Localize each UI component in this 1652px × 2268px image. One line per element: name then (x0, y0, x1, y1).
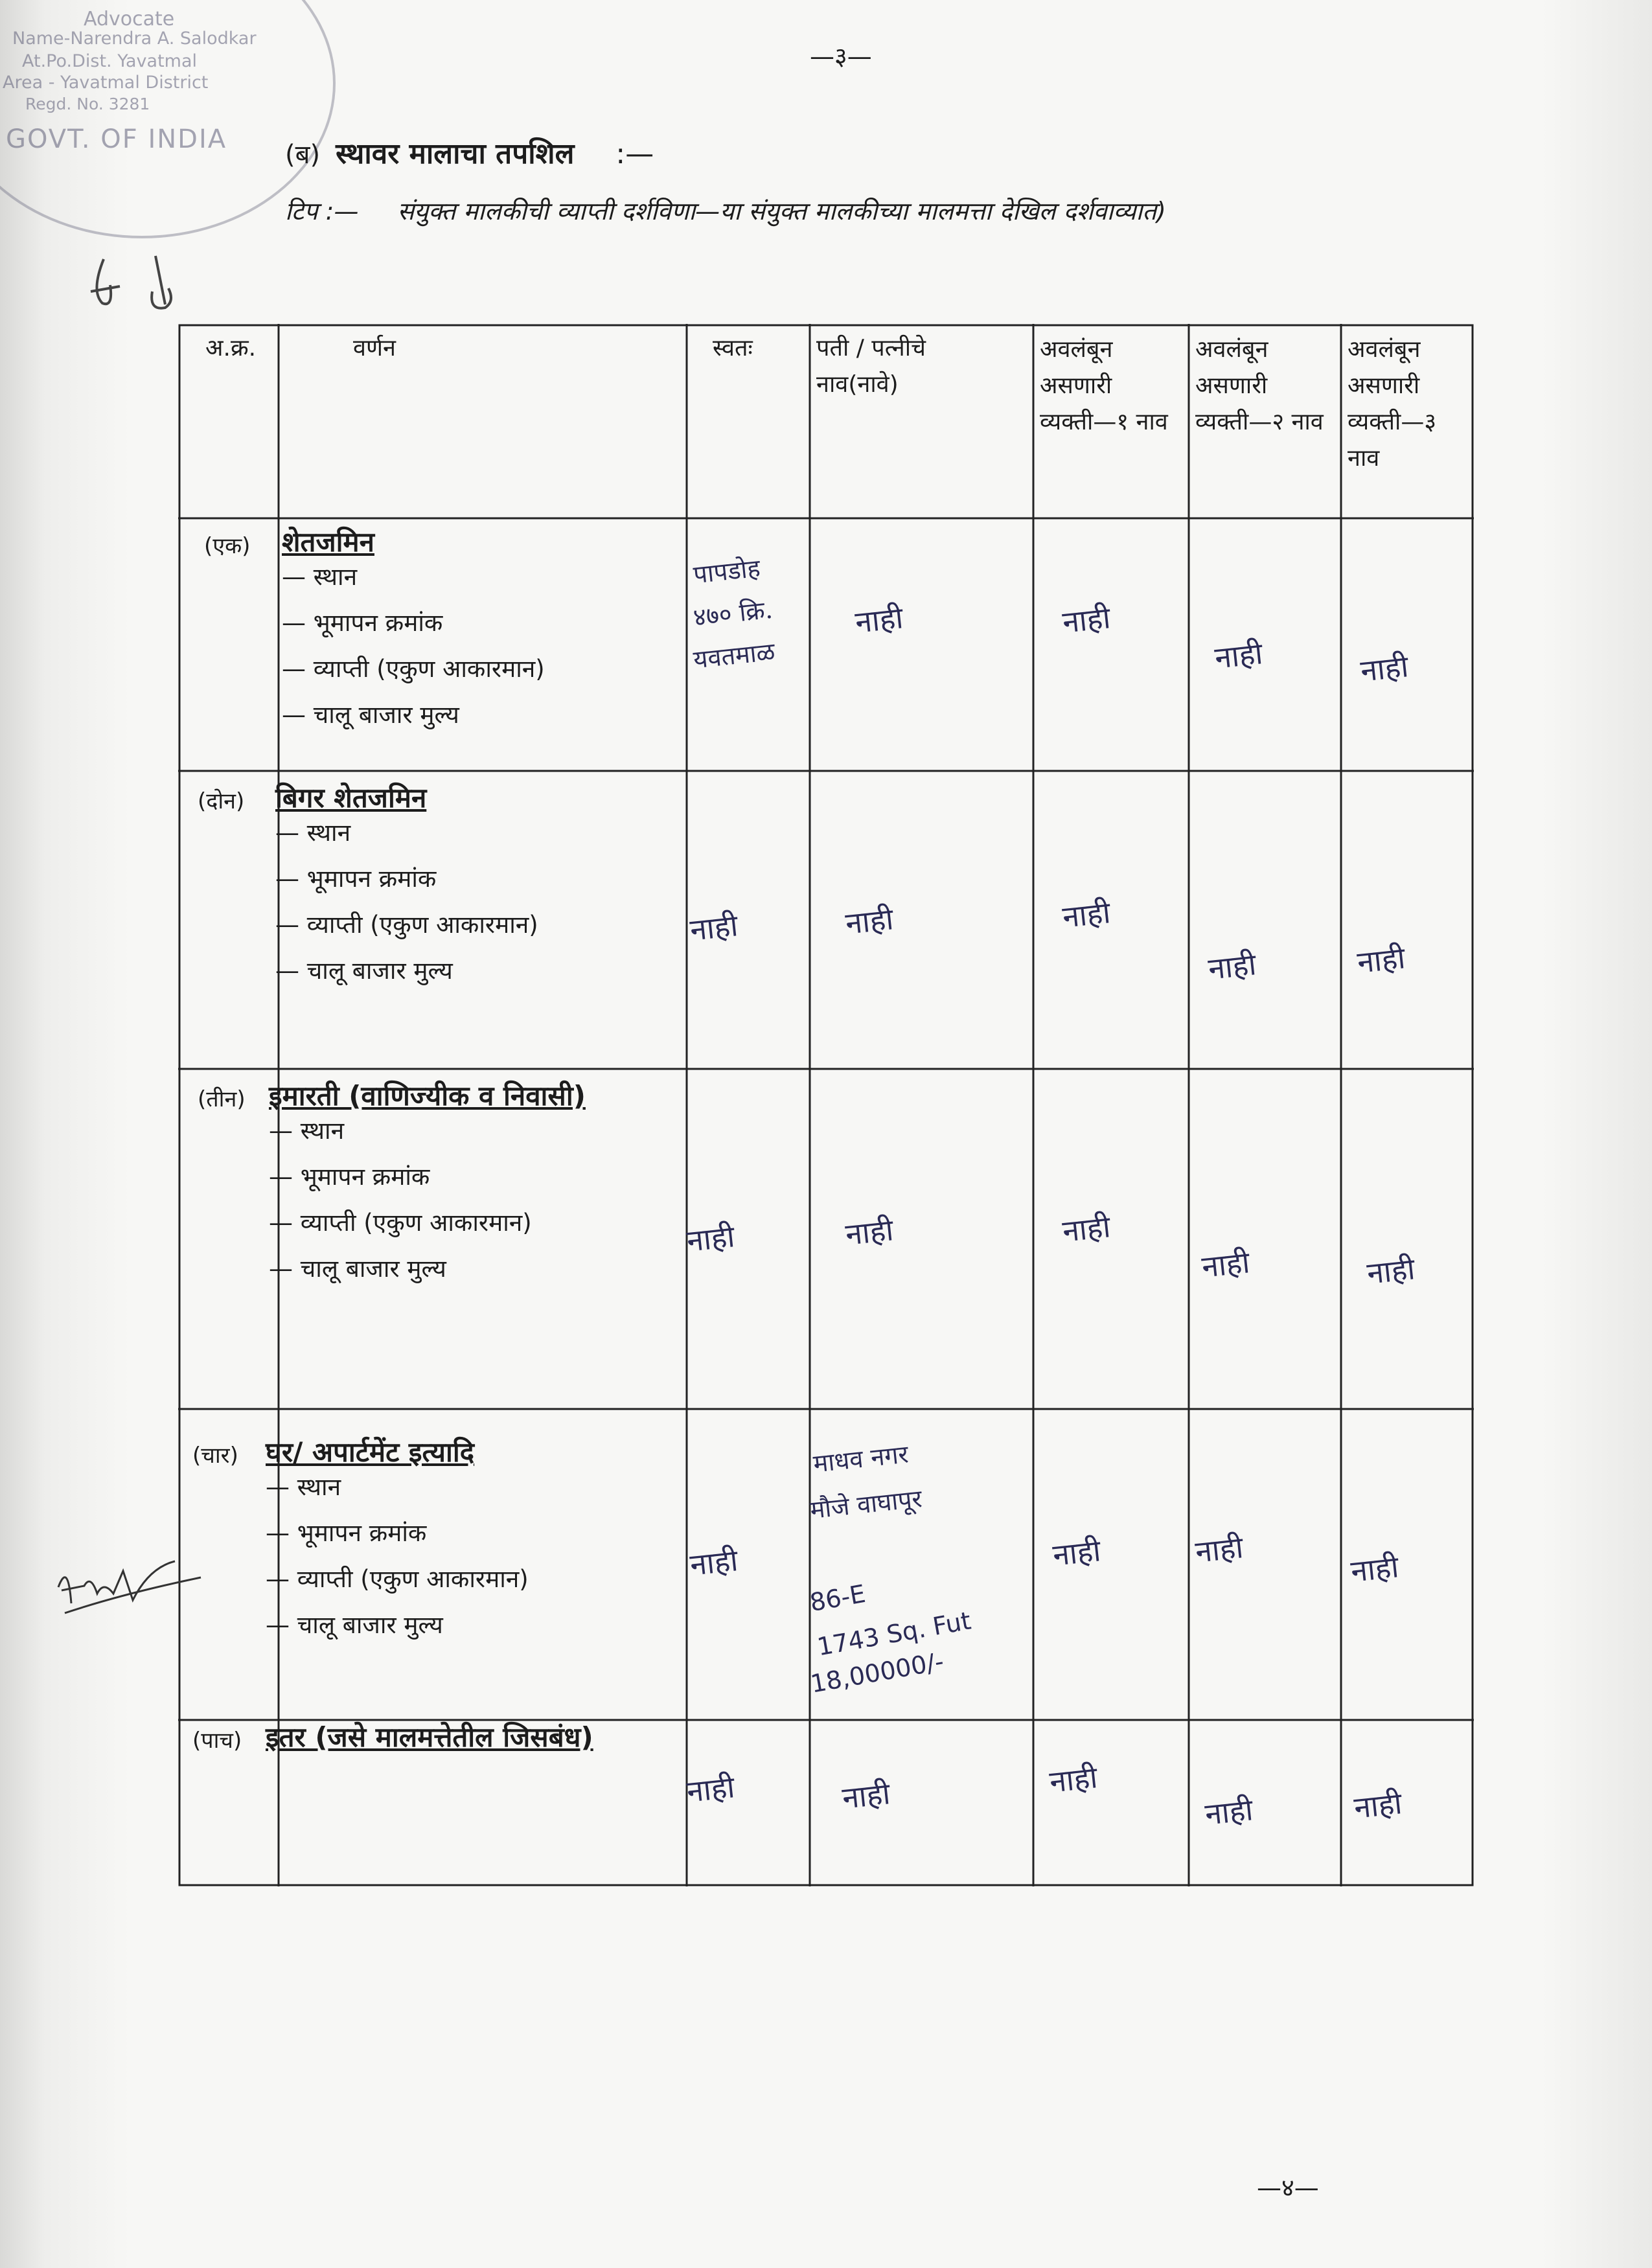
handwritten-self-place: पापडोह (692, 553, 762, 590)
section-title: इमारती (वाणिज्यीक व निवासी) (269, 1080, 586, 1112)
handwritten-spouse-area: 1743 Sq. Fut (815, 1606, 973, 1662)
handwritten-dependent-2: नाही (1193, 1529, 1245, 1570)
header-dependent-1: अवलंबून असणारी व्यक्ती—१ नाव (1040, 336, 1168, 435)
section-title: बिगर शेतजमिन (275, 782, 427, 814)
handwritten-dependent-2: नाही (1206, 946, 1258, 987)
item-area: — व्याप्ती (एकुण आकारमान) (266, 1556, 529, 1602)
handwritten-spouse-village: मौजे वाघापूर (809, 1484, 924, 1524)
handwritten-dependent-2: नाही (1213, 636, 1265, 676)
item-survey-number: — भूमापन क्रमांक (269, 1154, 532, 1200)
stamp-line: Regd. No. 3281 (25, 95, 150, 113)
handwritten-dependent-3: नाही (1359, 648, 1410, 689)
item-location: — स्थान (269, 1108, 532, 1154)
handwritten-dependent-3: नाही (1365, 1251, 1417, 1291)
handwritten-dependent-1: नाही (1061, 600, 1112, 640)
header-serial: अ.क्र. (205, 335, 257, 361)
section-title: घर/ अपार्टमेंट इत्यादि (266, 1436, 475, 1468)
item-survey-number: — भूमापन क्रमांक (266, 1510, 529, 1556)
header-self: स्वतः (713, 335, 753, 361)
section-title: इतर (जसे मालमत्तेतील जिसबंध) (266, 1721, 593, 1753)
section-heading (285, 133, 654, 172)
handwritten-dependent-1: नाही (1048, 1759, 1099, 1800)
handwritten-dependent-2: नाही (1203, 1792, 1255, 1832)
item-market-value: — चालू बाजार मुल्य (266, 1602, 529, 1648)
page-number-top: —३— (810, 42, 872, 71)
pencil-tick-mark (84, 246, 201, 317)
handwritten-spouse: नाही (853, 600, 905, 640)
handwritten-dependent-1: नाही (1061, 1209, 1112, 1249)
item-survey-number: — भूमापन क्रमांक (275, 856, 538, 902)
item-location: — स्थान (266, 1464, 529, 1510)
section-number: (एक) (204, 533, 251, 559)
handwritten-self: नाही (685, 1769, 737, 1809)
handwritten-spouse-locality: माधव नगर (812, 1439, 910, 1478)
handwritten-self: नाही (685, 1219, 737, 1259)
heading-colon: :— (615, 137, 654, 170)
heading-prefix: (ब) (285, 140, 321, 170)
section-number: (चार) (192, 1443, 238, 1469)
item-location: — स्थान (282, 554, 545, 600)
item-area: — व्याप्ती (एकुण आकारमान) (282, 646, 545, 692)
header-dependent-3: अवलंबून असणारी व्यक्ती—३ नाव (1348, 336, 1437, 472)
item-market-value: — चालू बाजार मुल्य (282, 692, 545, 738)
note-text: संयुक्त मालकीची व्याप्ती दर्शविणा—या संयुक्त मालकीच्या मालमत्ता देखिल दर्शवाव्यात) (397, 197, 1166, 225)
section-items (275, 810, 538, 994)
section-items (269, 1108, 532, 1292)
margin-initials-scribble (45, 1542, 214, 1626)
stamp-line: GOVT. OF INDIA (6, 124, 227, 154)
handwritten-dependent-3: नाही (1349, 1549, 1401, 1589)
section-items (266, 1464, 529, 1648)
handwritten-spouse: नाही (843, 1212, 895, 1252)
handwritten-self: नाही (688, 1542, 740, 1583)
handwritten-dependent-1: नाही (1051, 1533, 1103, 1573)
handwritten-spouse-value: 18,00000/- (808, 1647, 946, 1699)
stamp-line: Advocate (84, 8, 175, 30)
item-location: — स्थान (275, 810, 538, 856)
handwritten-dependent-3: नाही (1355, 940, 1407, 980)
item-area: — व्याप्ती (एकुण आकारमान) (269, 1200, 532, 1246)
stamp-line: Area - Yavatmal District (3, 73, 209, 93)
handwritten-dependent-1: नाही (1061, 895, 1112, 935)
stamp-line: Name-Narendra A. Salodkar (12, 29, 257, 49)
header-description: वर्णन (353, 335, 396, 361)
section-number: (पाच) (192, 1728, 242, 1754)
item-market-value: — चालू बाजार मुल्य (269, 1246, 532, 1292)
header-spouse: पती / पत्नीचे नाव(नावे) (816, 335, 926, 398)
heading-title: स्थावर मालाचा तपशिल (336, 137, 575, 170)
handwritten-dependent-3: नाही (1352, 1785, 1404, 1826)
property-table (178, 324, 1474, 1886)
page-number-bottom: —४— (1257, 2173, 1319, 2202)
handwritten-self: नाही (688, 908, 740, 948)
section-title: शेतजमिन (282, 526, 374, 558)
section-number: (तीन) (198, 1086, 246, 1112)
note (285, 191, 1484, 231)
item-area: — व्याप्ती (एकुण आकारमान) (275, 902, 538, 948)
handwritten-spouse-survey: 86-E (807, 1579, 868, 1618)
handwritten-spouse: नाही (840, 1776, 892, 1816)
handwritten-dependent-2: नाही (1200, 1244, 1252, 1285)
note-label: टिप :— (285, 197, 359, 225)
section-number: (दोन) (198, 788, 245, 814)
item-market-value: — चालू बाजार मुल्य (275, 948, 538, 994)
handwritten-spouse: नाही (843, 901, 895, 941)
header-dependent-2: अवलंबून असणारी व्यक्ती—२ नाव (1195, 336, 1324, 435)
item-survey-number: — भूमापन क्रमांक (282, 600, 545, 646)
section-items (282, 554, 545, 738)
handwritten-self-district: यवतमाळ (692, 637, 777, 674)
handwritten-self-survey: ४७० क्रि. (692, 595, 774, 632)
stamp-line: At.Po.Dist. Yavatmal (22, 51, 197, 71)
